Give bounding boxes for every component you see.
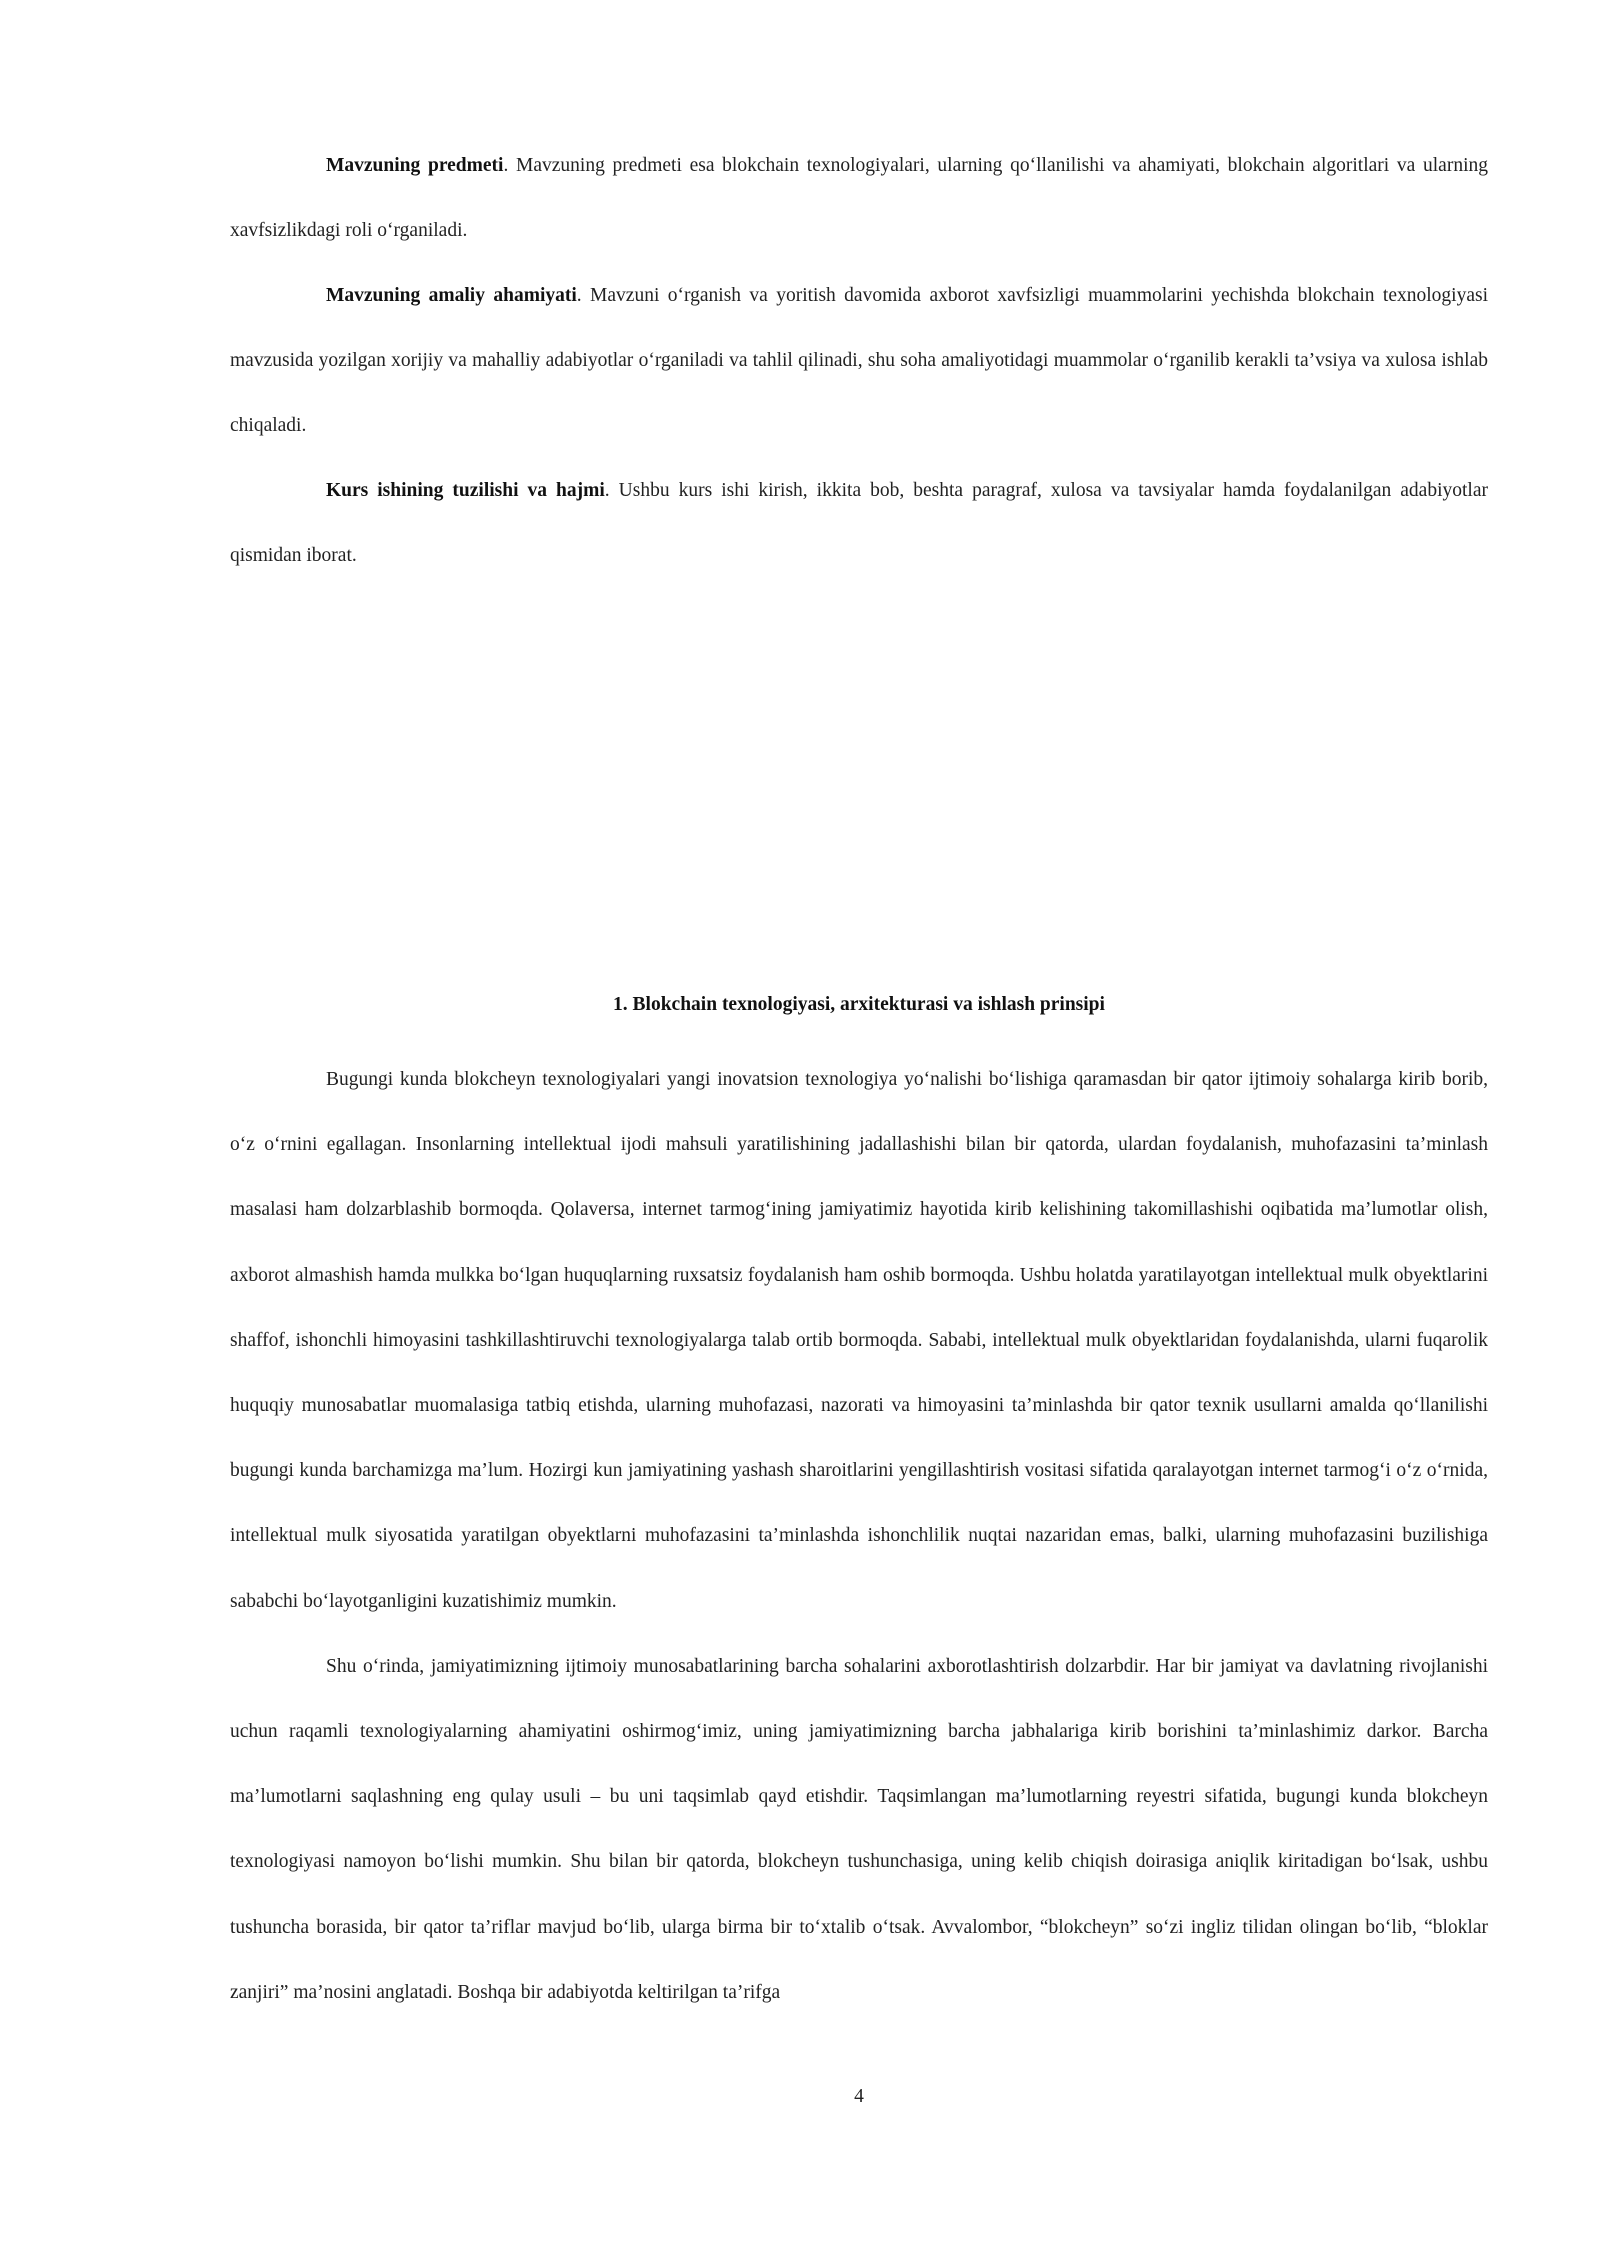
body-paragraph-2: Shu o‘rinda, jamiyatimizning ijtimoiy munosabatlarining barcha sohalarini axborotlashtirish dolzarbdir. Har bir jamiyat va davlatning rivojlanishi uchun raqamli texnologiyalarning ahamiyatini oshirmog‘imiz, uning jamiyatimizning barcha jabhalariga kirib borishini ta’minlashimiz darkor. Barcha ma’lumotlarni saqlashning eng qulay usuli – bu uni taqsimlab qayd etishdir. Taqsimlangan ma’lumotlarning reyestri sifatida, bugungi kunda blokcheyn texnologiyasi namoyon bo‘lishi mumkin. Shu bilan bir qatorda, blokcheyn tushunchasiga, uning kelib chiqish doirasiga aniqlik kiritadigan bo‘lsak, ushbu tushuncha borasida, bir qator ta’riflar mavjud bo‘lib, ularga birma bir to‘xtalib o‘tsak. Avvalombor, “blokcheyn” so‘zi ingliz tilidan olingan bo‘lib, “bloklar zanjiri” ma’nosini anglatadi. Boshqa bir adabiyotda keltirilgan ta’rifga [230,1655,1488,2003]
structure-title: Kurs ishining tuzilishi va hajmi [326,480,605,501]
practical-title: Mavzuning amaliy ahamiyati [326,285,577,306]
chapter-heading: 1. Blokchain texnologiyasi, arxitekturasi va ishlash prinsipi [613,994,1105,1015]
document-page [230,0,1488,2262]
practical-text: . Mavzuni o‘rganish va yoritish davomida axborot xavfsizligi muammolarini yechishda blokchain texnologiyasi mavzusida yozilgan xorijiy va mahalliy adabiyotlar o‘rganiladi va tahlil qilinadi, shu soha amaliyotidagi muammolar o‘rganilib kerakli ta’vsiya va xulosa ishlab chiqaladi. [230,285,1488,437]
subject-text: . Mavzuning predmeti esa blokchain texnologiyalari, ularning qo‘llanilishi va ahamiyati, blokchain algoritlari va ularning xavfsizlikdagi roli o‘rganiladi. [230,155,1488,242]
body-paragraph-1: Bugungi kunda blokcheyn texnologiyalari yangi inovatsion texnologiya yo‘nalishi bo‘lishiga qaramasdan bir qator ijtimoiy sohalarga kirib borib, o‘z o‘rnini egallagan. Insonlarning intellektual ijodi mahsuli yaratilishining jadallashishi bilan bir qatorda, ulardan foydalanish, muhofazasini ta’minlash masalasi ham dolzarblashib bormoqda. Qolaversa, internet tarmog‘ining jamiyatimiz hayotida kirib kelishining takomillashishi oqibatida ma’lumotlar olish, axborot almashish hamda mulkka bo‘lgan huquqlarning ruxsatsiz foydalanish ham oshib bormoqda. Ushbu holatda yaratilayotgan intellektual mulk obyektlarini shaffof, ishonchli himoyasini tashkillashtiruvchi texnologiyalarga talab ortib bormoqda. Sababi, intellektual mulk obyektlaridan foydalanishda, ularni fuqarolik huquqiy munosabatlar muomalasiga tatbiq etishda, ularning muhofazasi, nazorati va himoyasini ta’minlashda bir qator texnik usullarni amalda qo‘llanilishi bugungi kunda barchamizga ma’lum. Hozirgi kun jamiyatining yashash sharoitlarini yengillashtirish vositasi sifatida qaralayotgan internet tarmog‘i o‘z o‘rnida, intellektual mulk siyosatida yaratilgan obyektlarni muhofazasini ta’minlashda ishonchlilik nuqtai nazaridan emas, balki, ularning muhofazasini buzilishiga sababchi bo‘layotganligini kuzatishimiz mumkin. [230,1069,1488,1612]
subject-title: Mavzuning predmeti [326,155,504,176]
structure-text: . Ushbu kurs ishi kirish, ikkita bob, beshta paragraf, xulosa va tavsiyalar hamda foydalanilgan adabiyotlar qismidan iborat. [230,480,1488,567]
subject-paragraph [230,133,1488,263]
page-number: 4 [854,2086,864,2107]
structure-paragraph [230,458,1488,588]
chapter-body [230,1047,1488,2025]
practical-paragraph [230,263,1488,459]
